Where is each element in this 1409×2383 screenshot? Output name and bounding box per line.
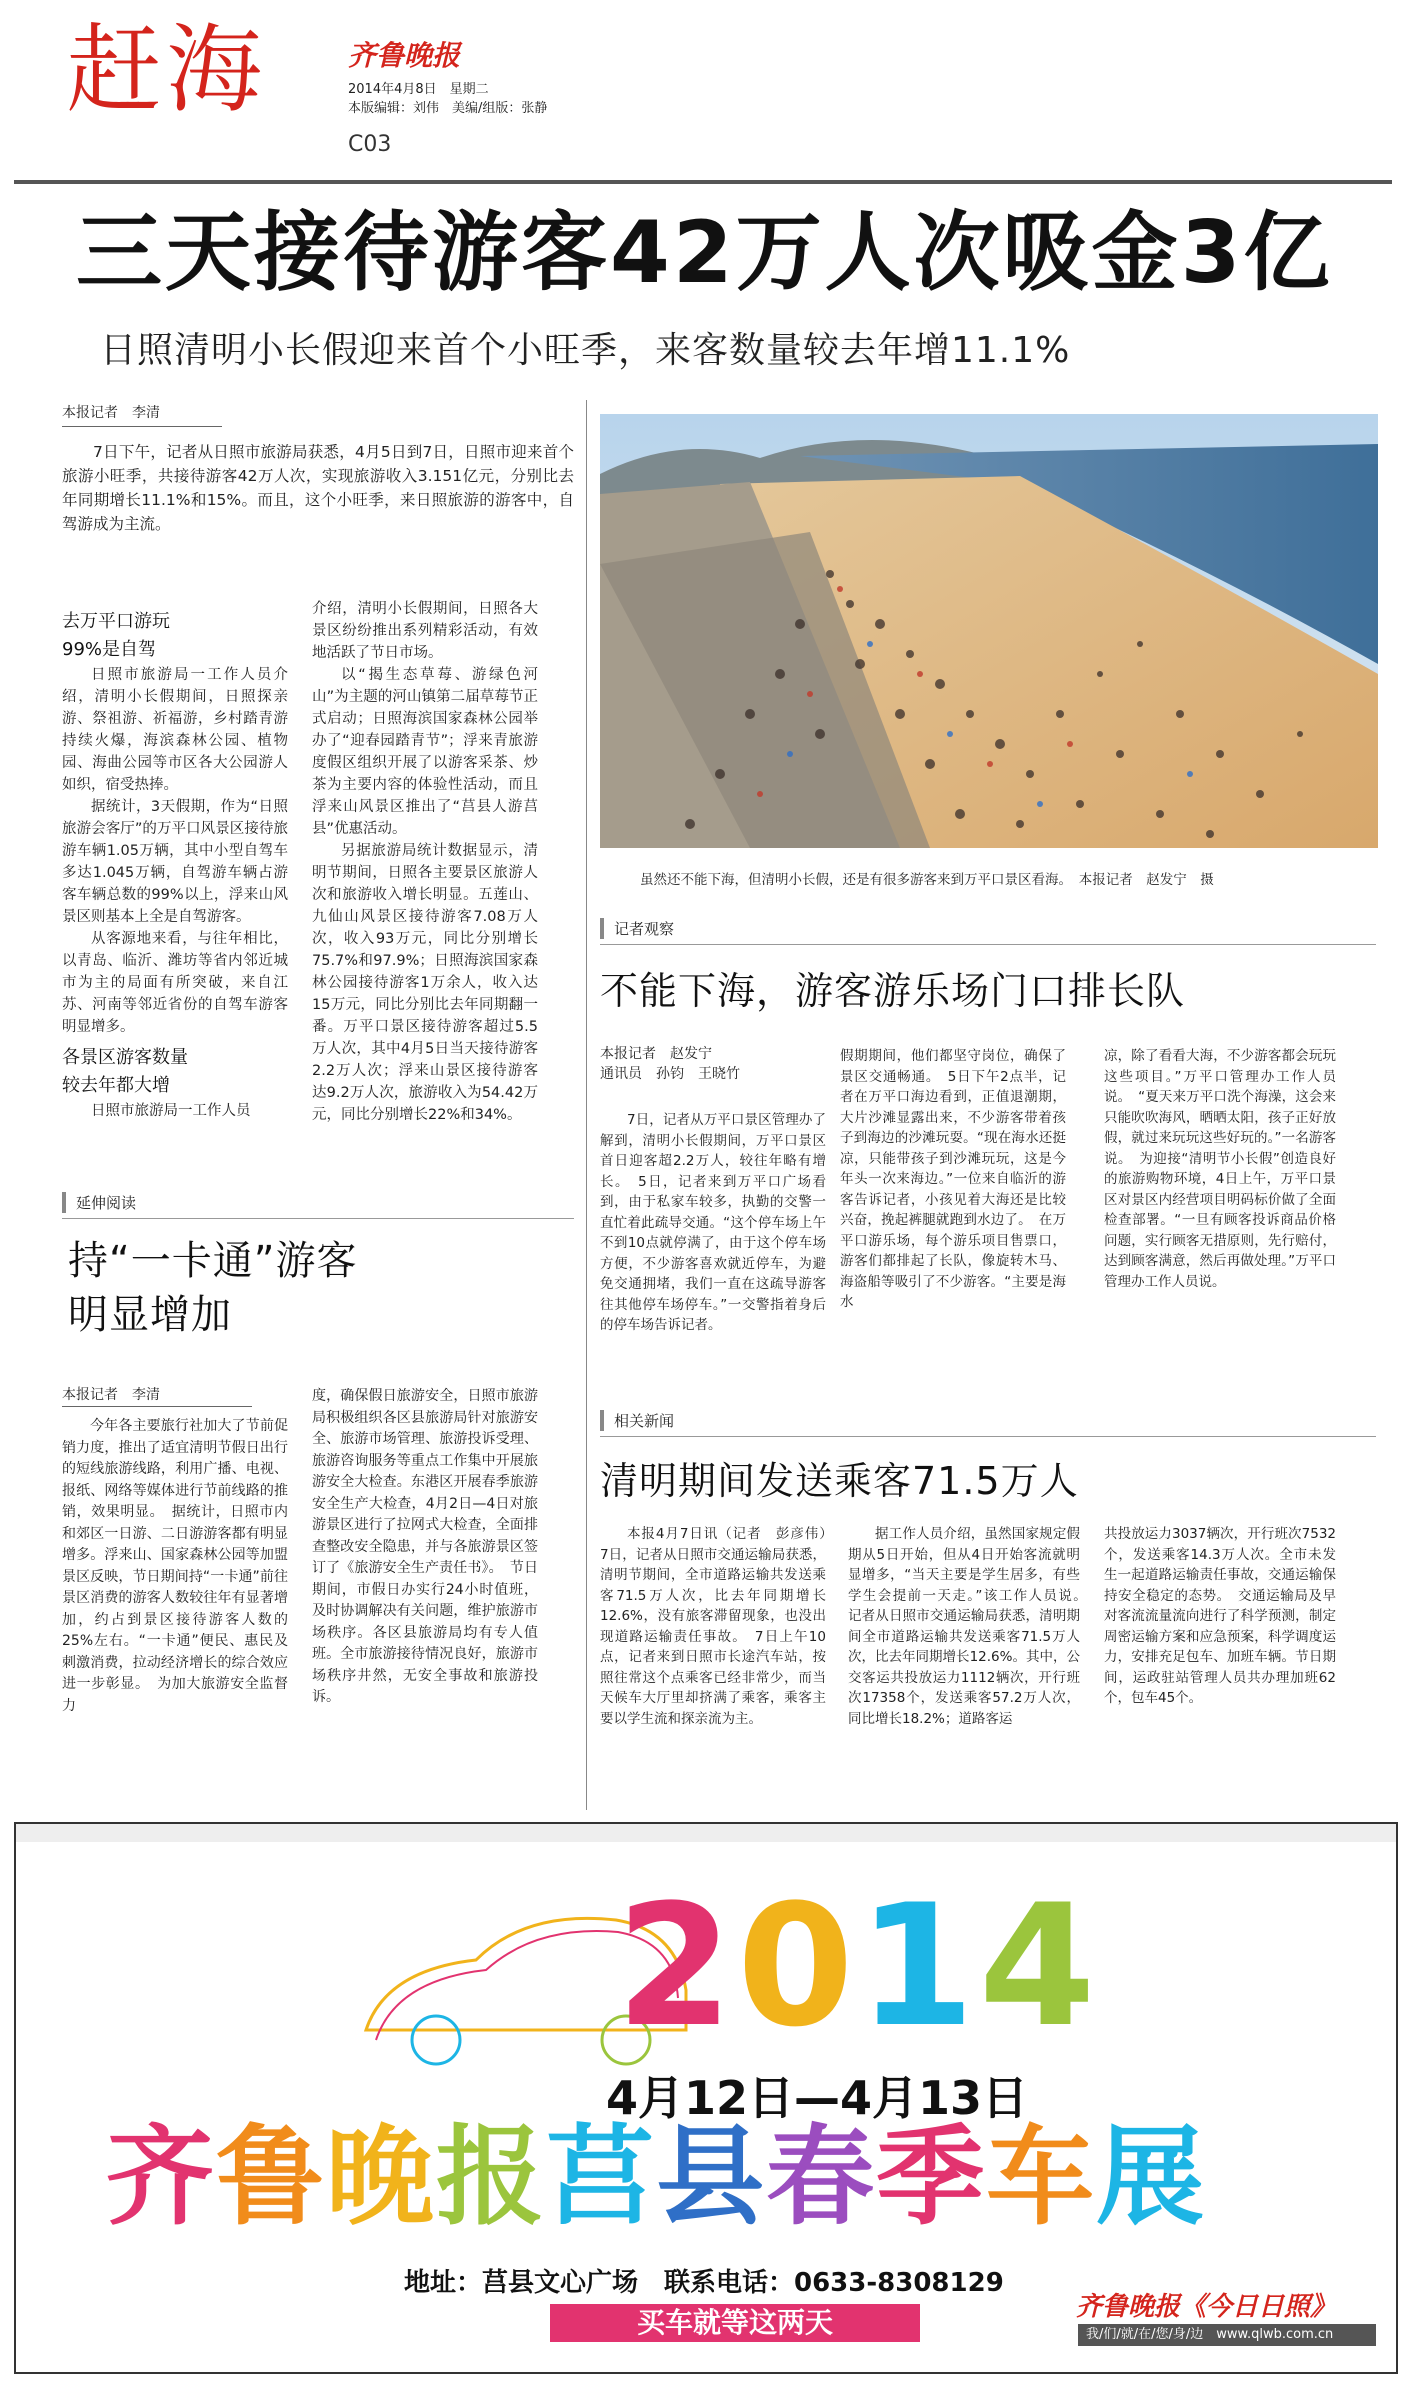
- ad-char: 晚: [326, 2115, 437, 2240]
- paragraph: 今年各主要旅行社加大了节前促销力度，推出了适宜清明节假日出行的短线旅游线路，利用广播、电视、报纸、网络等媒体进行节前线路的推销，效果明显。 据统计，日照市内和郊区一日游、二日游游客都有明显增多。浮来山、国家森林公园等加盟景区反映，节日期间持“一卡通”前往景区消费的游客人数较往年有显著增加，约占到景区接待游客人数的25%左右。“一卡通”便民、惠民及刺激消费，拉动经济增长的综合效应进一步彰显。 为加大旅游安全监督力: [62, 1418, 288, 1714]
- ad-slogan: 买车就等这两天: [550, 2304, 920, 2342]
- ad-char: 莒: [546, 2115, 657, 2240]
- ad-char: 报: [436, 2115, 547, 2240]
- car-show-ad[interactable]: [14, 1822, 1398, 2374]
- section-tag: 延伸阅读: [62, 1192, 136, 1213]
- section2-title-b: 较去年都大增: [62, 1075, 170, 1096]
- article3-title-line2: 明显增加: [68, 1292, 232, 1338]
- section2-title-a: 各景区游客数量: [62, 1047, 188, 1068]
- byline-rule: [62, 426, 222, 427]
- article3-title-line1: 持“一卡通”游客: [68, 1238, 358, 1284]
- article3-byline: 本报记者 李清: [62, 1387, 160, 1403]
- paragraph: 以“揭生态草莓、游绿色河山”为主题的河山镇第二届草莓节正式启动；日照海滨国家森林公园举办了“迎春园踏青节”；浮来青旅游度假区组织开展了以游客采茶、炒茶为主要内容的体验性活动，而且浮来山风景区推出了“莒县人游莒县”优惠活动。: [312, 667, 538, 837]
- editor-line: 本版编辑：刘伟 美编/组版：张静: [348, 101, 548, 116]
- paragraph: 从客源地来看，与往年相比，以青岛、临沂、潍坊等省内邻近城市为主的局面有所突破，来自江苏、河南等邻近省份的自驾车游客明显增多。: [62, 931, 288, 1035]
- ad-char: 齐: [106, 2115, 217, 2240]
- paragraph: 日照市旅游局一工作人员介绍，清明小长假期间，日照探亲游、祭祖游、祈福游，乡村踏青游持续火爆，海滨森林公园、植物园、海曲公园等市区各大公园游人如织，宿受热捧。: [62, 667, 288, 793]
- ad-logo: 齐鲁晚报《今日日照》: [1076, 2292, 1337, 2322]
- ad-event-name: [106, 2115, 1207, 2240]
- paragraph: 假期期间，他们都坚守岗位，确保了景区交通畅通。 5日下午2点半，记者在万平口海边看到，正值退潮期，大片沙滩显露出来，不少游客带着孩子到海边的沙滩玩耍。“现在海水还挺凉，只能带孩子到沙滩玩玩，这是今年头一次来海边。”一位来自临沂的游客告诉记者，小孩见着大海还是比较兴奋，挽起裤腿就跑到水边了。 在万平口游乐场，每个游乐项目售票口，游客们都排起了长队，像旋转木马、海盗船等吸引了不少游客。“主要是海水: [840, 1048, 1066, 1310]
- article3-col2: [312, 1386, 538, 1709]
- article2-col1: [600, 1110, 826, 1336]
- article4-col2: [848, 1524, 1094, 1729]
- paragraph: 本报4月7日讯（记者 彭彦伟） 7日，记者从日照市交通运输局获悉，清明节期间，全市道路运输共发送乘客71.5万人次，比去年同期增长12.6%，没有旅客滞留现象，也没出现道路运输责任事故。 7日上午10点，记者来到日照市长途汽车站，按照往常这个点乘客已经非常少，而当天候车大厅里却挤满了乘客，乘客主要以学生流和探亲流为主。: [600, 1526, 840, 1727]
- beach-photo-image: [600, 414, 1378, 848]
- ad-year: [616, 1868, 1100, 2064]
- tag-rule: [600, 944, 1376, 945]
- year-digit: 4: [978, 1868, 1100, 2064]
- section-tag: 相关新闻: [600, 1410, 674, 1431]
- article1-col1: [62, 608, 288, 1122]
- masthead-rule: [14, 180, 1392, 184]
- paragraph: 据工作人员介绍，虽然国家规定假期从5日开始，但从4日开始客流就明显增多，“当天主要是学生居多，有些学生会提前一天走。”该工作人员说。 记者从日照市交通运输局获悉，清明期间全市道路运输共发送乘客71.5万人次，比去年同期增长12.6%。其中，公交客运共投放运力1112辆次，开行班次17358个，发送乘客57.2万人次，同比增长18.2%；道路客运: [848, 1526, 1094, 1727]
- byline-rule: [62, 1406, 252, 1407]
- paragraph: 凉，除了看看大海，不少游客都会玩玩这些项目。”万平口管理办工作人员说。 “夏天来万平口洗个海澡，这会来只能吹吹海风，晒晒太阳，孩子正好放假，就过来玩玩这些好玩的。”一名游客说。 为迎接“清明节小长假”创造良好的旅游购物环境，4日上午，万平口景区对景区内经营项目明码标价做了全面检查部署。“一旦有顾客投诉商品价格问题，实行顾客无措原则，先行赔付，达到顾客满意，然后再做处理。”万平口管理办工作人员说。: [1104, 1048, 1336, 1290]
- ad-website[interactable]: 我/们/就/在/您/身/边 www.qlwb.com.cn: [1078, 2324, 1376, 2346]
- photo-caption: 虽然还不能下海，但清明小长假，还是有很多游客来到万平口景区看海。 本报记者 赵发宁 摄: [640, 872, 1214, 888]
- ad-dates: 4月12日—4月13日: [606, 2071, 1029, 2125]
- paragraph: 另据旅游局统计数据显示，清明节期间，日照各主要景区旅游人次和旅游收入增长明显。五莲山、九仙山风景区接待游客7.08万人次，收入93万元，同比分别增长75.7%和97.9%；日照海滨国家森林公园接待游客1万余人，收入达15万元，同比分别比去年同期翻一番。万平口景区接待游客超过5.5万人次，其中4月5日当天接待游客2.2万人次；浮来山景区接待游客达9.2万人次，旅游收入为54.42万元，同比分别增长22%和34%。: [312, 843, 538, 1123]
- ad-char: 县: [656, 2115, 767, 2240]
- paragraph: 7日，记者从万平口景区管理办了解到，清明小长假期间，万平口景区首日迎客超2.2万人，较往年略有增长。 5日，记者来到万平口广场看到，由于私家车较多，执勤的交警一直忙着此疏导交通。“这个停车场上午不到10点就停满了，由于这个停车场方便，不少游客喜欢就近停车，为避免交通拥堵，我们一直在这疏导游客往其他停车场停车。”一交警指着身后的停车场告诉记者。: [600, 1112, 826, 1333]
- paragraph: 共投放运力3037辆次，开行班次7532个，发送乘客14.3万人次。全市未发生一起道路运输责任事故，交通运输保持安全稳定的态势。 交通运输局及早对客流流量流向进行了科学预测，制定周密运输方案和应急预案，科学调度运力，安排充足包车、加班车辆。节日期间，运政驻站管理人员共办理加班62个，包车45个。: [1104, 1526, 1336, 1706]
- tag-rule: [62, 1218, 574, 1219]
- ad-char: 季: [876, 2115, 987, 2240]
- article1-lead: 7日下午，记者从日照市旅游局获悉，4月5日到7日，日照市迎来首个旅游小旺季，共接待游客42万人次，实现旅游收入3.151亿元，分别比去年同期增长11.1%和15%。而且，这个小旺季，来日照旅游的游客中，自驾游成为主流。: [62, 443, 574, 533]
- newspaper-logo: 齐鲁晚报: [348, 39, 461, 72]
- article2-col2: [840, 1046, 1066, 1313]
- section-title: 赶海: [66, 14, 266, 126]
- issue-date: 2014年4月8日 星期二: [348, 82, 489, 97]
- ad-char: 展: [1096, 2115, 1207, 2240]
- ad-char: 鲁: [216, 2115, 327, 2240]
- article3-title: [68, 1234, 357, 1342]
- article2-col3: [1104, 1046, 1336, 1292]
- article4-title: 清明期间发送乘客71.5万人: [600, 1459, 1079, 1503]
- year-digit: 2: [616, 1868, 737, 2064]
- article1-col2: [312, 598, 538, 1126]
- section1-title-b: 99%是自驾: [62, 639, 157, 660]
- main-subhead: 日照清明小长假迎来首个小旺季，来客数量较去年增11.1%: [100, 330, 1071, 371]
- ad-stripe: [16, 1824, 1396, 1842]
- main-headline: 三天接待游客42万人次吸金3亿: [76, 203, 1333, 303]
- paragraph: 据统计，3天假期，作为“日照旅游会客厅”的万平口风景区接待旅游车辆1.05万辆，其中小型自驾车多达1.045万辆，自驾游车辆占游客车辆总数的99%以上，浮来山风景区则基本上全是自驾游客。: [62, 799, 288, 925]
- article1-byline: 本报记者 李清: [62, 405, 160, 421]
- year-digit: 0: [736, 1868, 858, 2064]
- column-divider: [586, 400, 587, 1810]
- year-digit: 1: [857, 1868, 979, 2064]
- article3-col1: [62, 1416, 288, 1717]
- paragraph: 度，确保假日旅游安全，日照市旅游局积极组织各区县旅游局针对旅游安全、旅游市场管理、旅游投诉受理、旅游咨询服务等重点工作集中开展旅游安全大检查。东港区开展春季旅游安全生产大检查，4月2日—4日对旅游景区进行了拉网式大检查，全面排查整改安全隐患，并与各旅游景区签订了《旅游安全生产责任书》。 节日期间，市假日办实行24小时值班，及时协调解决有关问题，维护旅游市场秩序。各区县旅游局均有专人值班。全市旅游接待情况良好，旅游市场秩序井然，无安全事故和旅游投诉。: [312, 1388, 538, 1705]
- section1-title-a: 去万平口游玩: [62, 611, 170, 632]
- ad-char: 春: [766, 2115, 877, 2240]
- article2-title: 不能下海，游客游乐场门口排长队: [600, 969, 1186, 1013]
- page-number: C03: [348, 132, 392, 157]
- article4-col1: [600, 1524, 840, 1729]
- issue-meta: [348, 80, 547, 118]
- tag-rule: [600, 1436, 1376, 1437]
- article4-col3: [1104, 1524, 1336, 1709]
- beach-photo: [600, 414, 1378, 848]
- article2-byline: [600, 1044, 740, 1084]
- ad-address: 地址：莒县文心广场 联系电话：0633-8308129: [404, 2268, 1004, 2298]
- section-tag: 记者观察: [600, 918, 674, 939]
- byline-correspondent: 通讯员 孙钧 王晓竹: [600, 1066, 740, 1082]
- byline-reporter: 本报记者 赵发宁: [600, 1046, 712, 1062]
- ad-char: 车: [986, 2115, 1097, 2240]
- paragraph: 日照市旅游局一工作人员: [91, 1103, 251, 1119]
- paragraph: 介绍，清明小长假期间，日照各大景区纷纷推出系列精彩活动，有效地活跃了节日市场。: [312, 601, 538, 661]
